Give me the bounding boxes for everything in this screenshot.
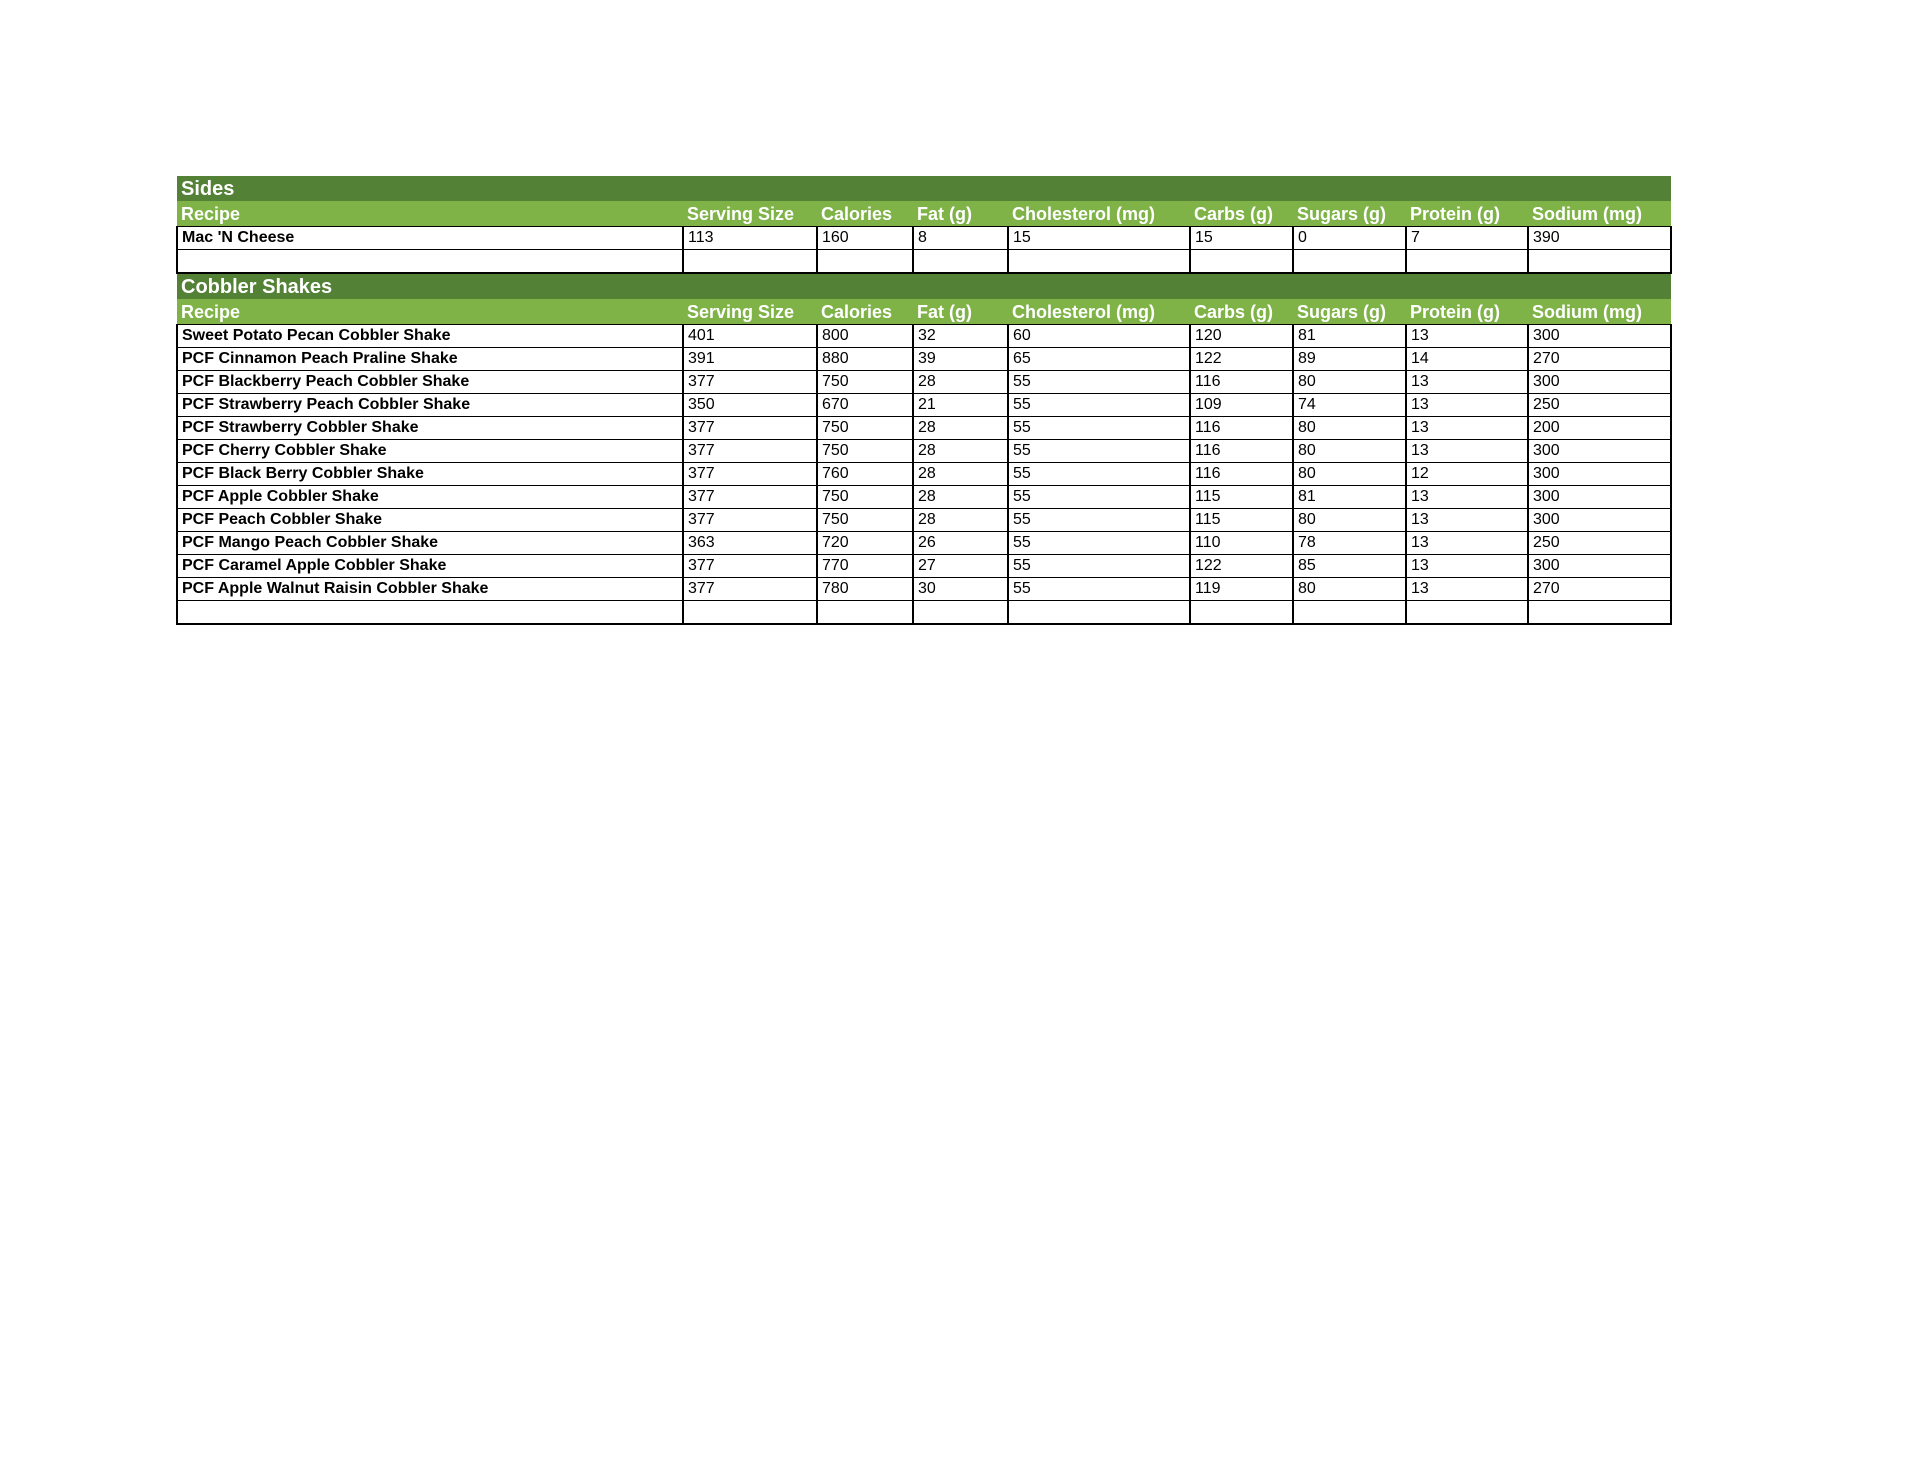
recipe-name-cell[interactable]: PCF Cinnamon Peach Praline Shake bbox=[177, 348, 683, 371]
empty-cell[interactable] bbox=[1406, 250, 1528, 274]
value-cell[interactable]: 122 bbox=[1190, 555, 1293, 578]
empty-cell[interactable] bbox=[913, 601, 1008, 625]
value-cell[interactable]: 120 bbox=[1190, 325, 1293, 348]
table-row bbox=[177, 440, 1671, 463]
column-header: Fat (g) bbox=[913, 299, 1008, 325]
empty-cell[interactable] bbox=[1406, 601, 1528, 625]
column-header: Carbs (g) bbox=[1190, 299, 1293, 325]
value-cell[interactable]: 115 bbox=[1190, 509, 1293, 532]
value-cell[interactable]: 14 bbox=[1406, 348, 1528, 371]
column-header: Protein (g) bbox=[1406, 201, 1528, 227]
value-cell[interactable]: 89 bbox=[1293, 348, 1406, 371]
table-row bbox=[177, 555, 1671, 578]
value-cell[interactable]: 12 bbox=[1406, 463, 1528, 486]
value-cell[interactable]: 8 bbox=[913, 227, 1008, 250]
empty-cell[interactable] bbox=[1008, 250, 1190, 274]
recipe-name-cell[interactable]: PCF Strawberry Cobbler Shake bbox=[177, 417, 683, 440]
section-title-row bbox=[177, 273, 1671, 299]
empty-cell[interactable] bbox=[1008, 601, 1190, 625]
recipe-name-cell[interactable]: Sweet Potato Pecan Cobbler Shake bbox=[177, 325, 683, 348]
value-cell[interactable]: 55 bbox=[1008, 417, 1190, 440]
value-cell[interactable]: 115 bbox=[1190, 486, 1293, 509]
empty-cell[interactable] bbox=[913, 250, 1008, 274]
recipe-name-cell[interactable]: PCF Caramel Apple Cobbler Shake bbox=[177, 555, 683, 578]
column-header: Protein (g) bbox=[1406, 299, 1528, 325]
table-row bbox=[177, 578, 1671, 601]
empty-cell[interactable] bbox=[1528, 250, 1671, 274]
value-cell[interactable]: 13 bbox=[1406, 417, 1528, 440]
value-cell[interactable]: 300 bbox=[1528, 371, 1671, 394]
column-header: Recipe bbox=[177, 201, 683, 227]
value-cell[interactable]: 880 bbox=[817, 348, 913, 371]
column-header-row bbox=[177, 299, 1671, 325]
recipe-name-cell[interactable]: PCF Apple Walnut Raisin Cobbler Shake bbox=[177, 578, 683, 601]
value-cell[interactable]: 81 bbox=[1293, 486, 1406, 509]
nutrition-table bbox=[176, 176, 1672, 625]
value-cell[interactable]: 39 bbox=[913, 348, 1008, 371]
table-row bbox=[177, 394, 1671, 417]
value-cell[interactable]: 0 bbox=[1293, 227, 1406, 250]
value-cell[interactable]: 13 bbox=[1406, 555, 1528, 578]
recipe-name-cell[interactable]: PCF Apple Cobbler Shake bbox=[177, 486, 683, 509]
column-header: Sugars (g) bbox=[1293, 201, 1406, 227]
value-cell[interactable]: 80 bbox=[1293, 509, 1406, 532]
value-cell[interactable]: 800 bbox=[817, 325, 913, 348]
table-row bbox=[177, 227, 1671, 250]
value-cell[interactable]: 55 bbox=[1008, 440, 1190, 463]
recipe-name-cell[interactable]: PCF Cherry Cobbler Shake bbox=[177, 440, 683, 463]
column-header: Recipe bbox=[177, 299, 683, 325]
value-cell[interactable]: 116 bbox=[1190, 440, 1293, 463]
value-cell[interactable]: 350 bbox=[683, 394, 817, 417]
recipe-name-cell[interactable]: PCF Black Berry Cobbler Shake bbox=[177, 463, 683, 486]
value-cell[interactable]: 116 bbox=[1190, 463, 1293, 486]
value-cell[interactable]: 300 bbox=[1528, 486, 1671, 509]
section-title: Cobbler Shakes bbox=[177, 273, 1671, 299]
value-cell[interactable]: 300 bbox=[1528, 463, 1671, 486]
value-cell[interactable]: 363 bbox=[683, 532, 817, 555]
value-cell[interactable]: 13 bbox=[1406, 486, 1528, 509]
value-cell[interactable]: 770 bbox=[817, 555, 913, 578]
value-cell[interactable]: 13 bbox=[1406, 371, 1528, 394]
empty-cell[interactable] bbox=[1293, 601, 1406, 625]
value-cell[interactable]: 377 bbox=[683, 463, 817, 486]
value-cell[interactable]: 250 bbox=[1528, 532, 1671, 555]
section-title: Sides bbox=[177, 176, 1671, 201]
value-cell[interactable]: 13 bbox=[1406, 578, 1528, 601]
value-cell[interactable]: 109 bbox=[1190, 394, 1293, 417]
value-cell[interactable]: 55 bbox=[1008, 532, 1190, 555]
value-cell[interactable]: 720 bbox=[817, 532, 913, 555]
table-row bbox=[177, 486, 1671, 509]
value-cell[interactable]: 55 bbox=[1008, 555, 1190, 578]
value-cell[interactable]: 391 bbox=[683, 348, 817, 371]
value-cell[interactable]: 670 bbox=[817, 394, 913, 417]
empty-cell[interactable] bbox=[817, 601, 913, 625]
table-row bbox=[177, 417, 1671, 440]
value-cell[interactable]: 116 bbox=[1190, 417, 1293, 440]
column-header: Cholesterol (mg) bbox=[1008, 201, 1190, 227]
value-cell[interactable]: 55 bbox=[1008, 371, 1190, 394]
empty-cell[interactable] bbox=[1293, 250, 1406, 274]
value-cell[interactable]: 780 bbox=[817, 578, 913, 601]
value-cell[interactable]: 401 bbox=[683, 325, 817, 348]
value-cell[interactable]: 60 bbox=[1008, 325, 1190, 348]
value-cell[interactable]: 80 bbox=[1293, 578, 1406, 601]
value-cell[interactable]: 28 bbox=[913, 440, 1008, 463]
value-cell[interactable]: 15 bbox=[1008, 227, 1190, 250]
column-header: Serving Size bbox=[683, 201, 817, 227]
value-cell[interactable]: 377 bbox=[683, 578, 817, 601]
value-cell[interactable]: 122 bbox=[1190, 348, 1293, 371]
column-header: Carbs (g) bbox=[1190, 201, 1293, 227]
value-cell[interactable]: 300 bbox=[1528, 440, 1671, 463]
value-cell[interactable]: 55 bbox=[1008, 509, 1190, 532]
value-cell[interactable]: 390 bbox=[1528, 227, 1671, 250]
value-cell[interactable]: 55 bbox=[1008, 463, 1190, 486]
table-row bbox=[177, 532, 1671, 555]
value-cell[interactable]: 28 bbox=[913, 509, 1008, 532]
table-row bbox=[177, 509, 1671, 532]
value-cell[interactable]: 7 bbox=[1406, 227, 1528, 250]
value-cell[interactable]: 28 bbox=[913, 463, 1008, 486]
empty-row bbox=[177, 601, 1671, 625]
empty-cell[interactable] bbox=[177, 250, 683, 274]
column-header: Sodium (mg) bbox=[1528, 299, 1671, 325]
value-cell[interactable]: 200 bbox=[1528, 417, 1671, 440]
column-header: Cholesterol (mg) bbox=[1008, 299, 1190, 325]
column-header-row bbox=[177, 201, 1671, 227]
value-cell[interactable]: 80 bbox=[1293, 417, 1406, 440]
column-header: Sodium (mg) bbox=[1528, 201, 1671, 227]
table-row bbox=[177, 463, 1671, 486]
value-cell[interactable]: 55 bbox=[1008, 486, 1190, 509]
value-cell[interactable]: 110 bbox=[1190, 532, 1293, 555]
section-title-row bbox=[177, 176, 1671, 201]
value-cell[interactable]: 13 bbox=[1406, 509, 1528, 532]
value-cell[interactable]: 750 bbox=[817, 440, 913, 463]
value-cell[interactable]: 13 bbox=[1406, 394, 1528, 417]
empty-cell[interactable] bbox=[177, 601, 683, 625]
column-header: Calories bbox=[817, 299, 913, 325]
value-cell[interactable]: 760 bbox=[817, 463, 913, 486]
empty-cell[interactable] bbox=[1190, 601, 1293, 625]
value-cell[interactable]: 13 bbox=[1406, 325, 1528, 348]
value-cell[interactable]: 85 bbox=[1293, 555, 1406, 578]
recipe-name-cell[interactable]: PCF Peach Cobbler Shake bbox=[177, 509, 683, 532]
value-cell[interactable]: 250 bbox=[1528, 394, 1671, 417]
recipe-name-cell[interactable]: PCF Strawberry Peach Cobbler Shake bbox=[177, 394, 683, 417]
value-cell[interactable]: 28 bbox=[913, 371, 1008, 394]
column-header: Calories bbox=[817, 201, 913, 227]
value-cell[interactable]: 80 bbox=[1293, 463, 1406, 486]
value-cell[interactable]: 32 bbox=[913, 325, 1008, 348]
recipe-name-cell[interactable]: Mac 'N Cheese bbox=[177, 227, 683, 250]
value-cell[interactable]: 750 bbox=[817, 371, 913, 394]
recipe-name-cell[interactable]: PCF Blackberry Peach Cobbler Shake bbox=[177, 371, 683, 394]
value-cell[interactable]: 377 bbox=[683, 371, 817, 394]
empty-cell[interactable] bbox=[683, 601, 817, 625]
value-cell[interactable]: 377 bbox=[683, 509, 817, 532]
value-cell[interactable]: 26 bbox=[913, 532, 1008, 555]
value-cell[interactable]: 300 bbox=[1528, 325, 1671, 348]
value-cell[interactable]: 377 bbox=[683, 440, 817, 463]
column-header: Serving Size bbox=[683, 299, 817, 325]
value-cell[interactable]: 27 bbox=[913, 555, 1008, 578]
value-cell[interactable]: 13 bbox=[1406, 440, 1528, 463]
value-cell[interactable]: 377 bbox=[683, 555, 817, 578]
empty-cell[interactable] bbox=[683, 250, 817, 274]
value-cell[interactable]: 13 bbox=[1406, 532, 1528, 555]
value-cell[interactable]: 377 bbox=[683, 486, 817, 509]
value-cell[interactable]: 81 bbox=[1293, 325, 1406, 348]
value-cell[interactable]: 116 bbox=[1190, 371, 1293, 394]
value-cell[interactable]: 55 bbox=[1008, 394, 1190, 417]
value-cell[interactable]: 55 bbox=[1008, 578, 1190, 601]
value-cell[interactable]: 750 bbox=[817, 417, 913, 440]
nutrition-spreadsheet bbox=[176, 176, 1670, 625]
recipe-name-cell[interactable]: PCF Mango Peach Cobbler Shake bbox=[177, 532, 683, 555]
value-cell[interactable]: 300 bbox=[1528, 509, 1671, 532]
value-cell[interactable]: 300 bbox=[1528, 555, 1671, 578]
table-row bbox=[177, 348, 1671, 371]
empty-cell[interactable] bbox=[817, 250, 913, 274]
value-cell[interactable]: 377 bbox=[683, 417, 817, 440]
value-cell[interactable]: 80 bbox=[1293, 371, 1406, 394]
table-row bbox=[177, 371, 1671, 394]
value-cell[interactable]: 80 bbox=[1293, 440, 1406, 463]
value-cell[interactable]: 119 bbox=[1190, 578, 1293, 601]
value-cell[interactable]: 160 bbox=[817, 227, 913, 250]
value-cell[interactable]: 21 bbox=[913, 394, 1008, 417]
column-header: Fat (g) bbox=[913, 201, 1008, 227]
value-cell[interactable]: 28 bbox=[913, 486, 1008, 509]
value-cell[interactable]: 30 bbox=[913, 578, 1008, 601]
column-header: Sugars (g) bbox=[1293, 299, 1406, 325]
empty-cell[interactable] bbox=[1528, 601, 1671, 625]
table-row bbox=[177, 325, 1671, 348]
value-cell[interactable]: 270 bbox=[1528, 578, 1671, 601]
value-cell[interactable]: 74 bbox=[1293, 394, 1406, 417]
value-cell[interactable]: 750 bbox=[817, 509, 913, 532]
value-cell[interactable]: 270 bbox=[1528, 348, 1671, 371]
value-cell[interactable]: 65 bbox=[1008, 348, 1190, 371]
value-cell[interactable]: 28 bbox=[913, 417, 1008, 440]
empty-row bbox=[177, 250, 1671, 274]
value-cell[interactable]: 113 bbox=[683, 227, 817, 250]
value-cell[interactable]: 78 bbox=[1293, 532, 1406, 555]
value-cell[interactable]: 15 bbox=[1190, 227, 1293, 250]
empty-cell[interactable] bbox=[1190, 250, 1293, 274]
value-cell[interactable]: 750 bbox=[817, 486, 913, 509]
